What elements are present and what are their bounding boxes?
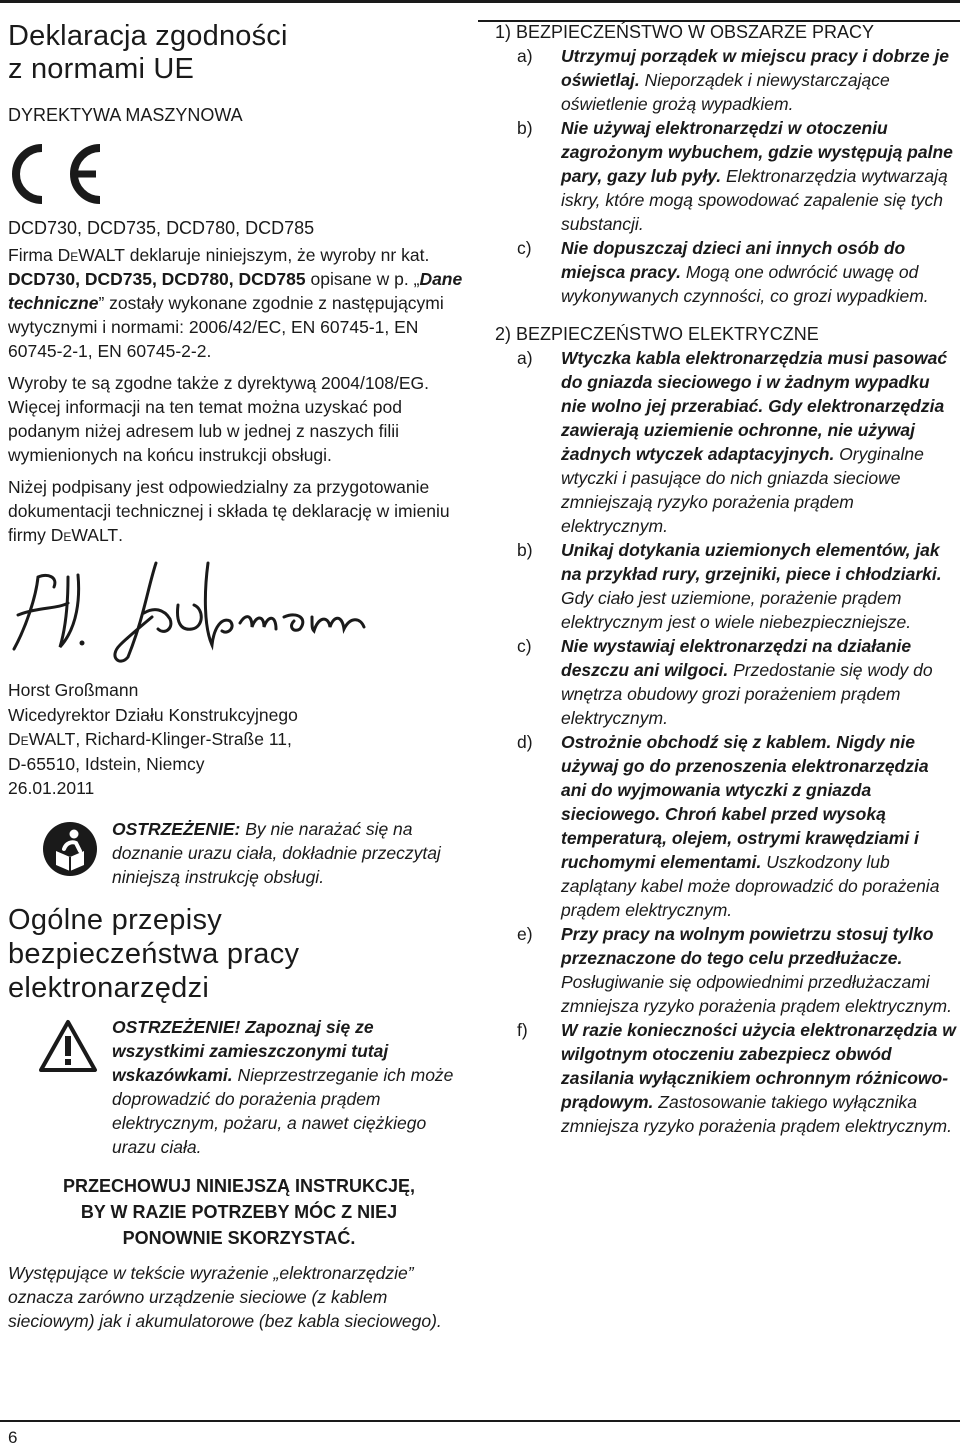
list-item: c) Nie wystawiaj elektronarzędzi na działanie deszczu ani wilgoci. Przedostanie się wody do wnętrza obudowy grozi porażeniem prądem elektrycznym. [517, 636, 933, 728]
list-item: f) W razie konieczności użycia elektronarzędzia w wilgotnym otoczeniu zabezpiecz obwód zasilania wyłącznikiem ochronnym różnicowo-prądowym. Zastosowanie takiego wyłącznika zmniejsza ryzyko porażenia prądem elektrycznym. [517, 1020, 956, 1136]
list-item: a) Wtyczka kabla elektronarzędzia musi pasować do gniazda sieciowego i w żadnym wypadku nie wolno jej przerabiać. Gdy elektronarzędzia zawierają uziemienie ochronne, nie używaj żadnych wtyczek adaptacyjnych. Oryginalne wtyczki i pasujące do nich gniazda sieciowe zmniejszają ryzyko porażenia prądem elektrycznym. [517, 348, 948, 536]
bottom-rule [0, 1420, 960, 1422]
top-rule [0, 0, 960, 3]
signature [8, 557, 388, 667]
read-manual-icon [42, 821, 98, 877]
right-column [495, 20, 957, 1138]
electrical-safety-title: 2) BEZPIECZEŃSTWO ELEKTRYCZNE [495, 324, 819, 344]
list-item: c) Nie dopuszczaj dzieci ani innych osób do miejsca pracy. Mogą one odwrócić uwagę od wykonywanych czynności, co grozi wypadkiem. [517, 238, 929, 306]
signer-date: 26.01.2011 [8, 778, 95, 798]
page-number: 6 [8, 1428, 18, 1447]
directive-paragraph: Wyroby te są zgodne także z dyrektywą 2004/108/EG. Więcej informacji na ten temat można uzyskać pod podanym niżej adresem lub w jednej z naszych filii wymienionych na końcu instrukcji obsługi. [8, 373, 430, 465]
safety-warning: OSTRZEŻENIE! Zapoznaj się ze wszystkimi zamieszczonymi tutaj wskazówkami. Nieprzestrzeganie ich może doprowadzić do porażenia prądem elektrycznym, pożaru, a nawet ciężkiego urazu ciała. [8, 1015, 470, 1159]
declaration-title: Deklaracja zgodności z normami UE [8, 20, 288, 85]
list-item: b) Unikaj dotykania uziemionych elementów, jak na przykład rury, grzejniki, piece i chłodziarki. Gdy ciało jest uziemione, porażenie prądem elektrycznym jest o wiele niebezpieczniejsze. [517, 540, 942, 632]
signer-name: Horst Großmann [8, 680, 139, 700]
signer-role: Wicedyrektor Działu Konstrukcyjnego [8, 704, 298, 725]
directive-subtitle: DYREKTYWA MASZYNOWA [8, 105, 243, 125]
responsibility-paragraph: Niżej podpisany jest odpowiedzialny za przygotowanie dokumentacji technicznej i składa tę deklarację w imieniu firmy DeWALT. [8, 477, 450, 545]
list-item: e) Przy pracy na wolnym powietrzu stosuj tylko przeznaczone do tego celu przedłużacze. Posługiwanie się odpowiednimi przedłużaczami zmniejsza ryzyko porażenia prądem elektrycznym. [517, 924, 952, 1016]
left-column [8, 20, 470, 1333]
work-area-safety-title: 1) BEZPIECZEŃSTWO W OBSZARZE PRACY [495, 22, 875, 42]
ce-mark-icon [12, 144, 108, 204]
keep-instructions-notice: PRZECHOWUJ NINIEJSZĄ INSTRUKCJĘ, BY W RAZIE POTRZEBY MÓC Z NIEJ PONOWNIE SKORZYSTAĆ. [62, 1175, 416, 1248]
declaration-paragraph: Firma DeWALT deklaruje niniejszym, że wyroby nr kat. DCD730, DCD735, DCD780, DCD785 opisane w p. „Dane techniczne” zostały wykonane zgodnie z następującymi wytycznymi i normami: 2006/42/EC, EN 60745-1, EN 60745-2-1, EN 60745-2-2. [8, 245, 463, 361]
general-safety-title: Ogólne przepisy bezpieczeństwa pracy elektronarzędzi [8, 903, 300, 1004]
signer-city: D-65510, Idstein, Niemcy [8, 753, 205, 774]
signer-block [8, 678, 470, 801]
list-item: d) Ostrożnie obchodź się z kablem. Nigdy nie używaj go do przenoszenia elektronarzędzia ani do wyjmowania wtyczki z gniazda sieciowego. Chroń kabel przed wysoką temperaturą, olejem, ostrymi krawędziami i ruchomymi elementami. Uszkodzony lub zaplątany kabel może doprowadzić do porażenia prądem elektrycznym. [517, 732, 940, 920]
model-list: DCD730, DCD735, DCD780, DCD785 [8, 218, 315, 238]
term-definition: Występujące w tekście wyrażenie „elektronarzędzie” oznacza zarówno urządzenie sieciowe (z kablem sieciowym) jak i akumulatorowe (bez kabla sieciowego). [8, 1262, 442, 1331]
list-item: a) Utrzymuj porządek w miejscu pracy i dobrze je oświetlaj. Nieporządek i niewystarczające oświetlenie grożą wypadkiem. [517, 46, 950, 114]
signer-address: DeWALT, Richard-Klinger-Straße 11, [8, 729, 292, 749]
brand-name: DeWALT [57, 245, 125, 265]
warning-label: OSTRZEŻENIE: [112, 818, 241, 839]
list-item: b) Nie używaj elektronarzędzi w otoczeniu zagrożonym wybuchem, gdzie występują palne pary, gazy lub pyły. Elektronarzędzia wytwarzają iskry, które mogą spowodować zapalenie się tych substancji. [517, 118, 953, 234]
warning-triangle-icon [38, 1019, 98, 1073]
read-manual-warning: OSTRZEŻENIE: By nie narażać się na doznanie urazu ciała, dokładnie przeczytaj niniejszą instrukcję obsługi. [8, 817, 470, 889]
